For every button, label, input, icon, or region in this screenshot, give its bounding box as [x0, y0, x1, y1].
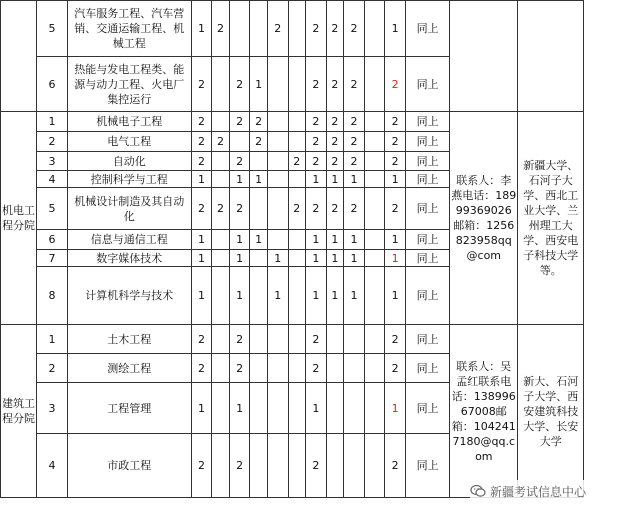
quota-cell: 2	[212, 1, 230, 57]
quota-cell	[288, 434, 306, 498]
quota-cell: 1	[326, 230, 344, 250]
quota-cell	[364, 112, 385, 132]
quota-cell	[267, 171, 288, 188]
row-number: 6	[37, 57, 68, 112]
quota-cell: 2	[385, 152, 406, 171]
row-number: 5	[37, 1, 68, 57]
note-cell: 同上	[405, 267, 449, 325]
quota-cell	[288, 112, 306, 132]
quota-cell	[288, 250, 306, 267]
major-name: 热能与发电工程类、能源与动力工程、火电厂集控运行	[67, 57, 191, 112]
quota-cell	[288, 1, 306, 57]
quota-cell	[250, 152, 268, 171]
row-number: 4	[37, 434, 68, 498]
row-number: 6	[37, 230, 68, 250]
quota-cell	[212, 383, 230, 434]
major-name: 机械电子工程	[67, 112, 191, 132]
quota-cell	[267, 132, 288, 152]
quota-cell	[364, 188, 385, 230]
wechat-icon	[470, 483, 486, 499]
quota-cell	[267, 112, 288, 132]
quota-cell	[364, 434, 385, 498]
quota-cell: 1	[326, 171, 344, 188]
major-name: 工程管理	[67, 383, 191, 434]
quota-cell: 1	[191, 171, 212, 188]
quota-cell	[250, 354, 268, 383]
quota-cell	[212, 325, 230, 354]
quota-cell: 2	[212, 188, 230, 230]
quota-cell: 2	[229, 152, 250, 171]
table-row	[1, 112, 640, 132]
quota-cell: 1	[326, 267, 344, 325]
contact-cell	[450, 1, 518, 112]
note-cell: 同上	[405, 152, 449, 171]
row-number: 2	[37, 354, 68, 383]
quota-cell: 2	[344, 152, 365, 171]
quota-cell	[288, 383, 306, 434]
note-cell: 同上	[405, 250, 449, 267]
quota-cell	[288, 57, 306, 112]
schools-cell: 新大、石河子大学、西安建筑科技大学、长安大学	[518, 325, 584, 498]
major-name: 土木工程	[67, 325, 191, 354]
quota-cell: 2	[326, 152, 344, 171]
note-cell: 同上	[405, 434, 449, 498]
row-number: 5	[37, 188, 68, 230]
quota-cell: 2	[306, 188, 327, 230]
quota-cell: 2	[326, 1, 344, 57]
quota-cell: 1	[229, 171, 250, 188]
schools-cell: 新疆大学、石河子大学、西北工业大学、兰州理工大学、西安电子科技大学等。	[518, 112, 584, 325]
dept-cell: 建筑工程分院	[1, 325, 37, 498]
quota-cell	[267, 434, 288, 498]
quota-cell	[250, 434, 268, 498]
major-name: 控制科学与工程	[67, 171, 191, 188]
quota-cell: 2	[288, 188, 306, 230]
dept-cell: 机电工程分院	[1, 112, 37, 325]
quota-cell: 2	[326, 57, 344, 112]
schools-cell	[518, 1, 584, 112]
quota-cell: 2	[229, 188, 250, 230]
quota-cell	[250, 1, 268, 57]
quota-cell	[364, 354, 385, 383]
row-number: 1	[37, 112, 68, 132]
quota-cell: 2	[385, 434, 406, 498]
quota-cell	[229, 1, 250, 57]
quota-cell	[364, 383, 385, 434]
quota-cell	[212, 230, 230, 250]
quota-cell: 2	[344, 188, 365, 230]
quota-cell: 1	[191, 383, 212, 434]
contact-cell: 联系人：吴孟红联系电话：13899667008邮箱：1042417180@qq.com	[450, 325, 518, 498]
quota-cell	[364, 57, 385, 112]
quota-cell	[344, 434, 365, 498]
quota-cell	[212, 354, 230, 383]
quota-cell: 2	[212, 132, 230, 152]
quota-cell: 1	[306, 230, 327, 250]
quota-cell: 1	[250, 230, 268, 250]
quota-cell: 2	[191, 152, 212, 171]
quota-cell	[288, 325, 306, 354]
contact-cell: 联系人：李燕电话：18999369026邮箱：1256823958qq@com	[450, 112, 518, 325]
quota-cell: 2	[191, 354, 212, 383]
note-cell: 同上	[405, 383, 449, 434]
quota-cell	[288, 230, 306, 250]
quota-cell: 2	[326, 112, 344, 132]
quota-cell: 1	[306, 250, 327, 267]
major-name: 计算机科学与技术	[67, 267, 191, 325]
quota-cell: 1	[344, 267, 365, 325]
quota-cell	[344, 383, 365, 434]
quota-cell	[364, 230, 385, 250]
row-number: 8	[37, 267, 68, 325]
row-number: 3	[37, 152, 68, 171]
quota-cell: 2	[306, 354, 327, 383]
quota-cell: 2	[191, 57, 212, 112]
major-name: 机械设计制造及其自动化	[67, 188, 191, 230]
note-cell: 同上	[405, 325, 449, 354]
quota-cell: 1	[385, 267, 406, 325]
note-cell: 同上	[405, 354, 449, 383]
quota-cell: 1	[250, 57, 268, 112]
row-number: 7	[37, 250, 68, 267]
note-cell: 同上	[405, 57, 449, 112]
quota-cell: 1	[191, 267, 212, 325]
quota-cell: 1	[385, 230, 406, 250]
quota-cell: 2	[385, 132, 406, 152]
quota-cell	[364, 132, 385, 152]
quota-cell	[267, 354, 288, 383]
quota-cell	[250, 325, 268, 354]
quota-cell	[344, 354, 365, 383]
quota-cell: 1	[191, 230, 212, 250]
table-row	[1, 1, 640, 57]
quota-cell	[326, 354, 344, 383]
quota-cell: 2	[288, 152, 306, 171]
quota-cell	[326, 325, 344, 354]
quota-cell: 2	[385, 354, 406, 383]
quota-cell: 2	[306, 434, 327, 498]
quota-cell	[250, 188, 268, 230]
quota-cell: 2	[229, 57, 250, 112]
quota-cell	[364, 267, 385, 325]
quota-cell: 2	[306, 112, 327, 132]
quota-cell: 1	[229, 230, 250, 250]
watermark-text: 新疆考试信息中心	[490, 484, 587, 499]
quota-cell	[250, 250, 268, 267]
quota-cell	[267, 152, 288, 171]
major-name: 汽车服务工程、汽车营销、交通运输工程、机械工程	[67, 1, 191, 57]
quota-cell: 1	[191, 1, 212, 57]
quota-cell: 1	[385, 250, 406, 267]
row-number: 2	[37, 132, 68, 152]
quota-cell	[250, 267, 268, 325]
row-number: 3	[37, 383, 68, 434]
quota-cell: 1	[385, 383, 406, 434]
quota-cell: 1	[344, 171, 365, 188]
quota-cell	[364, 325, 385, 354]
quota-cell: 2	[385, 112, 406, 132]
quota-cell: 2	[191, 325, 212, 354]
quota-cell: 1	[267, 250, 288, 267]
watermark	[470, 480, 638, 502]
quota-cell: 2	[250, 112, 268, 132]
quota-cell: 2	[306, 57, 327, 112]
quota-cell: 2	[385, 325, 406, 354]
quota-cell	[364, 250, 385, 267]
quota-cell: 1	[306, 383, 327, 434]
quota-cell	[212, 250, 230, 267]
quota-cell: 2	[306, 132, 327, 152]
quota-cell: 2	[306, 152, 327, 171]
note-cell: 同上	[405, 1, 449, 57]
quota-cell: 1	[306, 267, 327, 325]
dept-cell	[1, 1, 37, 112]
quota-cell	[212, 267, 230, 325]
note-cell: 同上	[405, 171, 449, 188]
quota-cell: 1	[229, 267, 250, 325]
quota-cell: 2	[229, 434, 250, 498]
quota-cell: 1	[229, 383, 250, 434]
quota-cell: 2	[229, 325, 250, 354]
quota-cell: 2	[344, 1, 365, 57]
quota-cell: 2	[191, 188, 212, 230]
quota-cell	[212, 57, 230, 112]
quota-cell	[250, 383, 268, 434]
quota-cell	[344, 325, 365, 354]
quota-cell: 2	[191, 132, 212, 152]
major-name: 数字媒体技术	[67, 250, 191, 267]
quota-cell: 2	[250, 132, 268, 152]
quota-cell: 1	[326, 250, 344, 267]
major-name: 自动化	[67, 152, 191, 171]
quota-cell	[229, 132, 250, 152]
quota-cell: 2	[326, 132, 344, 152]
major-name: 市政工程	[67, 434, 191, 498]
quota-cell: 2	[306, 1, 327, 57]
quota-cell: 1	[250, 171, 268, 188]
quota-cell	[267, 383, 288, 434]
major-name: 信息与通信工程	[67, 230, 191, 250]
note-cell: 同上	[405, 132, 449, 152]
quota-cell	[267, 57, 288, 112]
quota-cell	[212, 171, 230, 188]
quota-cell	[364, 171, 385, 188]
quota-cell: 2	[191, 112, 212, 132]
quota-cell: 2	[229, 354, 250, 383]
quota-cell	[288, 354, 306, 383]
quota-cell: 1	[191, 250, 212, 267]
quota-cell	[212, 434, 230, 498]
quota-cell	[267, 230, 288, 250]
quota-cell: 2	[385, 188, 406, 230]
quota-cell: 1	[267, 267, 288, 325]
row-number: 1	[37, 325, 68, 354]
quota-cell	[212, 112, 230, 132]
quota-cell: 2	[385, 57, 406, 112]
quota-cell	[364, 1, 385, 57]
quota-cell	[326, 434, 344, 498]
quota-cell: 1	[385, 1, 406, 57]
quota-cell: 2	[344, 57, 365, 112]
quota-cell	[288, 267, 306, 325]
quota-cell: 2	[326, 188, 344, 230]
quota-cell: 2	[344, 112, 365, 132]
quota-cell: 2	[191, 434, 212, 498]
quota-cell: 1	[344, 250, 365, 267]
quota-cell	[267, 325, 288, 354]
quota-cell: 1	[229, 250, 250, 267]
quota-cell	[288, 171, 306, 188]
quota-cell	[326, 383, 344, 434]
quota-cell: 2	[267, 1, 288, 57]
quota-cell	[212, 152, 230, 171]
note-cell: 同上	[405, 188, 449, 230]
quota-cell: 1	[344, 230, 365, 250]
quota-cell: 1	[306, 171, 327, 188]
major-name: 电气工程	[67, 132, 191, 152]
major-name: 测绘工程	[67, 354, 191, 383]
quota-cell	[267, 188, 288, 230]
quota-cell	[364, 152, 385, 171]
quota-cell: 1	[385, 171, 406, 188]
quota-cell: 2	[229, 112, 250, 132]
table-row	[1, 325, 640, 354]
row-number: 4	[37, 171, 68, 188]
note-cell: 同上	[405, 112, 449, 132]
quota-cell: 2	[344, 132, 365, 152]
quota-cell: 2	[306, 325, 327, 354]
note-cell: 同上	[405, 230, 449, 250]
quota-cell	[288, 132, 306, 152]
